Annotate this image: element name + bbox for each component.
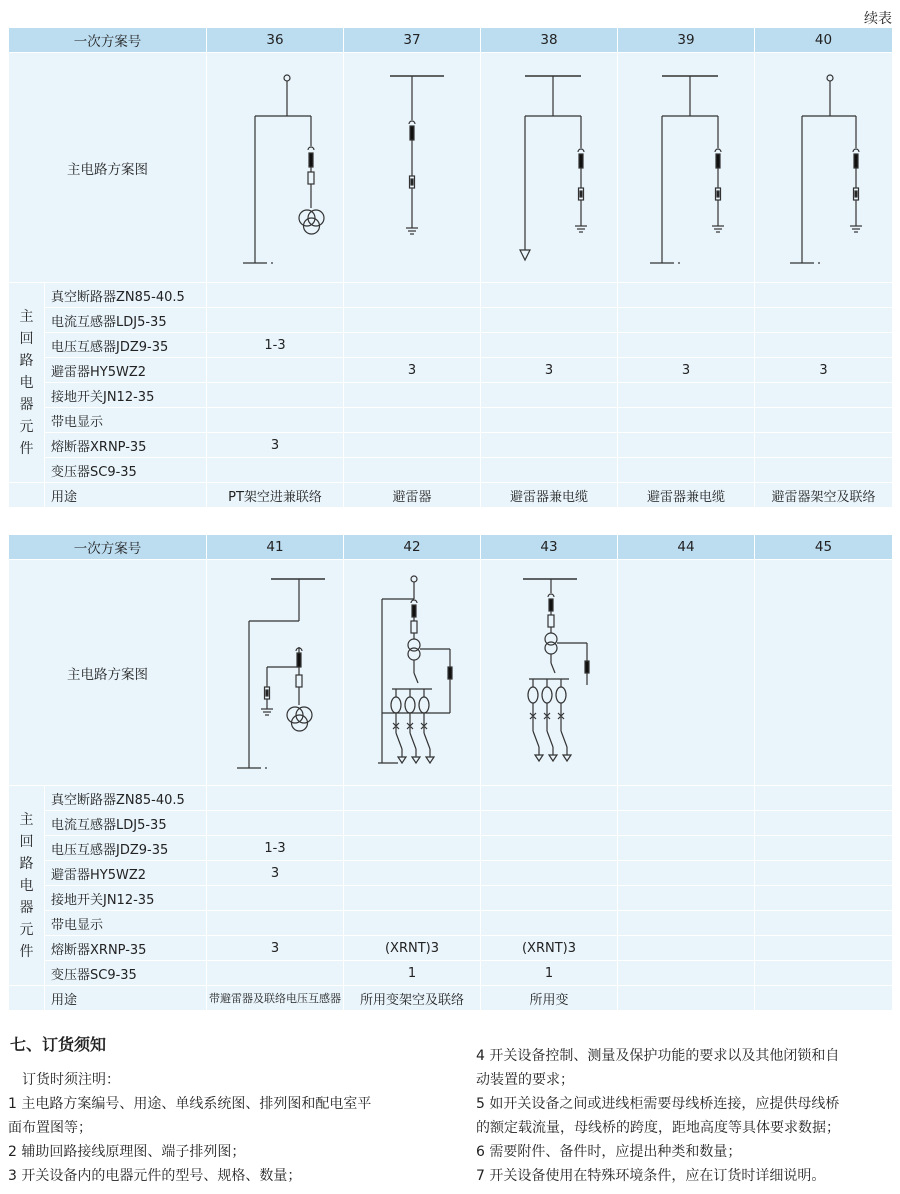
cell (207, 383, 344, 408)
usage-row (9, 986, 893, 1011)
cell: 3 (481, 358, 618, 383)
group-label: 主 回 路 电 器 元 件 (9, 786, 45, 986)
table-row (9, 961, 893, 986)
usage-cell: 避雷器兼电缆 (618, 483, 755, 508)
diagram-label: 主电路方案图 (9, 560, 207, 786)
cell (207, 911, 344, 936)
component-name: 变压器SC9-35 (45, 458, 207, 483)
cell (755, 861, 893, 886)
diagram-row (9, 560, 893, 786)
cell (481, 861, 618, 886)
table-row (9, 383, 893, 408)
cell (618, 433, 755, 458)
note-line: 5 如开关设备之间或进线柜需要母线桥连接，应提供母线桥 (476, 1096, 840, 1112)
header-label: 一次方案号 (9, 535, 207, 560)
note-line: 3 开关设备内的电器元件的型号、规格、数量； (8, 1168, 302, 1184)
cell (618, 333, 755, 358)
cell: 3 (618, 358, 755, 383)
scheme-number: 39 (618, 28, 755, 53)
cell (344, 433, 481, 458)
table-row (9, 936, 893, 961)
note-line: 7 开关设备使用在特殊环境条件，应在订货时详细说明。 (476, 1168, 826, 1184)
cell (755, 786, 893, 811)
scheme-table-2 (8, 534, 893, 1011)
table-row (9, 861, 893, 886)
table-header-row (9, 535, 893, 560)
component-name: 真空断路器ZN85-40.5 (45, 283, 207, 308)
notes-right (476, 1044, 840, 1188)
scheme-table-1 (8, 27, 893, 508)
usage-cell: 避雷器架空及联络 (755, 483, 893, 508)
section-title: 七、订货须知 (10, 1035, 107, 1054)
cell (755, 811, 893, 836)
cell: 3 (207, 936, 344, 961)
usage-cell: PT架空进兼联络 (207, 483, 344, 508)
group-label: 主 回 路 电 器 元 件 (9, 283, 45, 483)
cell (755, 886, 893, 911)
scheme-number: 43 (481, 535, 618, 560)
component-name: 电流互感器LDJ5-35 (45, 811, 207, 836)
cell (755, 911, 893, 936)
cell: 1-3 (207, 836, 344, 861)
cell (344, 886, 481, 911)
cell: 3 (344, 358, 481, 383)
cell (618, 961, 755, 986)
cell (618, 936, 755, 961)
cell (481, 283, 618, 308)
usage-cell (618, 986, 755, 1011)
table-row (9, 458, 893, 483)
table-row (9, 886, 893, 911)
cell (481, 911, 618, 936)
circuit-diagram-44 (618, 560, 755, 786)
cell (207, 458, 344, 483)
cell (207, 886, 344, 911)
note-line: 面布置图等； (8, 1120, 92, 1136)
component-name: 电压互感器JDZ9-35 (45, 333, 207, 358)
usage-cell: 所用变架空及联络 (344, 986, 481, 1011)
usage-cell (755, 986, 893, 1011)
circuit-diagram-40 (755, 53, 893, 283)
usage-row (9, 483, 893, 508)
usage-label: 用途 (45, 483, 207, 508)
circuit-diagram-38 (481, 53, 618, 283)
table-row (9, 911, 893, 936)
cell (618, 408, 755, 433)
usage-cell: 带避雷器及联络电压互感器 (207, 986, 344, 1011)
cell: 1 (481, 961, 618, 986)
cell (618, 911, 755, 936)
cell (207, 283, 344, 308)
cell: (XRNT)3 (344, 936, 481, 961)
cell (344, 786, 481, 811)
cell (755, 936, 893, 961)
usage-cell: 避雷器 (344, 483, 481, 508)
component-name: 避雷器HY5WZ2 (45, 861, 207, 886)
cell (755, 408, 893, 433)
note-line: 6 需要附件、备件时，应提出种类和数量； (476, 1144, 742, 1160)
scheme-number: 42 (344, 535, 481, 560)
usage-label: 用途 (45, 986, 207, 1011)
note-line: 2 辅助回路接线原理图、端子排列图； (8, 1144, 246, 1160)
cell (481, 458, 618, 483)
cell (207, 408, 344, 433)
cell (481, 433, 618, 458)
notes-intro: 订货时须注明： (22, 1072, 120, 1088)
cell (618, 786, 755, 811)
circuit-diagram-45 (755, 560, 893, 786)
component-name: 熔断器XRNP-35 (45, 433, 207, 458)
cell (481, 408, 618, 433)
table-row (9, 836, 893, 861)
cell (207, 961, 344, 986)
cell: 1-3 (207, 333, 344, 358)
cell (344, 283, 481, 308)
table-row (9, 283, 893, 308)
note-line: 4 开关设备控制、测量及保护功能的要求以及其他闭锁和自 (476, 1048, 840, 1064)
cell (344, 408, 481, 433)
table-row (9, 433, 893, 458)
circuit-diagram-39 (618, 53, 755, 283)
cell: 3 (207, 433, 344, 458)
cell (207, 811, 344, 836)
cell: 3 (755, 358, 893, 383)
component-name: 变压器SC9-35 (45, 961, 207, 986)
cell (755, 383, 893, 408)
circuit-diagram-41 (207, 560, 344, 786)
cell (618, 886, 755, 911)
cell (481, 383, 618, 408)
scheme-number: 44 (618, 535, 755, 560)
component-name: 接地开关JN12-35 (45, 383, 207, 408)
cell: (XRNT)3 (481, 936, 618, 961)
cell (481, 836, 618, 861)
cell (481, 308, 618, 333)
circuit-diagram-37 (344, 53, 481, 283)
table-header-row (9, 28, 893, 53)
component-name: 电流互感器LDJ5-35 (45, 308, 207, 333)
cell (207, 358, 344, 383)
header-label: 一次方案号 (9, 28, 207, 53)
cell (755, 283, 893, 308)
cell (207, 786, 344, 811)
diagram-label: 主电路方案图 (9, 53, 207, 283)
scheme-number: 40 (755, 28, 893, 53)
cell (344, 458, 481, 483)
table-row (9, 786, 893, 811)
table-row (9, 358, 893, 383)
scheme-number: 37 (344, 28, 481, 53)
cell (618, 458, 755, 483)
cell (481, 333, 618, 358)
cell (344, 836, 481, 861)
scheme-number: 41 (207, 535, 344, 560)
cell (344, 861, 481, 886)
circuit-diagram-42 (344, 560, 481, 786)
usage-cell: 所用变 (481, 986, 618, 1011)
cell (344, 308, 481, 333)
scheme-number: 38 (481, 28, 618, 53)
cell (618, 836, 755, 861)
cell (618, 383, 755, 408)
component-name: 电压互感器JDZ9-35 (45, 836, 207, 861)
cell (755, 308, 893, 333)
cell (618, 308, 755, 333)
component-name: 熔断器XRNP-35 (45, 936, 207, 961)
table-row (9, 408, 893, 433)
cell (344, 911, 481, 936)
cell (755, 458, 893, 483)
cell (481, 786, 618, 811)
cell (481, 811, 618, 836)
component-name: 接地开关JN12-35 (45, 886, 207, 911)
note-line: 动装置的要求； (476, 1072, 574, 1088)
continued-label: 续表 (864, 11, 892, 27)
cell (755, 961, 893, 986)
scheme-number: 36 (207, 28, 344, 53)
cell (755, 433, 893, 458)
diagram-row (9, 53, 893, 283)
component-name: 避雷器HY5WZ2 (45, 358, 207, 383)
table-row (9, 308, 893, 333)
cell (755, 333, 893, 358)
cell (344, 383, 481, 408)
cell (344, 811, 481, 836)
component-name: 带电显示 (45, 911, 207, 936)
cell (344, 333, 481, 358)
cell: 3 (207, 861, 344, 886)
usage-cell: 避雷器兼电缆 (481, 483, 618, 508)
notes-left (8, 1068, 371, 1188)
component-name: 带电显示 (45, 408, 207, 433)
cell (207, 308, 344, 333)
component-name: 真空断路器ZN85-40.5 (45, 786, 207, 811)
cell (755, 836, 893, 861)
note-line: 1 主电路方案编号、用途、单线系统图、排列图和配电室平 (8, 1096, 372, 1112)
circuit-diagram-43 (481, 560, 618, 786)
note-line: 的额定载流量，母线桥的跨度，距地高度等具体要求数据； (476, 1120, 840, 1136)
circuit-diagram-36 (207, 53, 344, 283)
cell (618, 861, 755, 886)
table-row (9, 333, 893, 358)
cell (481, 886, 618, 911)
cell: 1 (344, 961, 481, 986)
table-row (9, 811, 893, 836)
cell (618, 283, 755, 308)
cell (618, 811, 755, 836)
scheme-number: 45 (755, 535, 893, 560)
